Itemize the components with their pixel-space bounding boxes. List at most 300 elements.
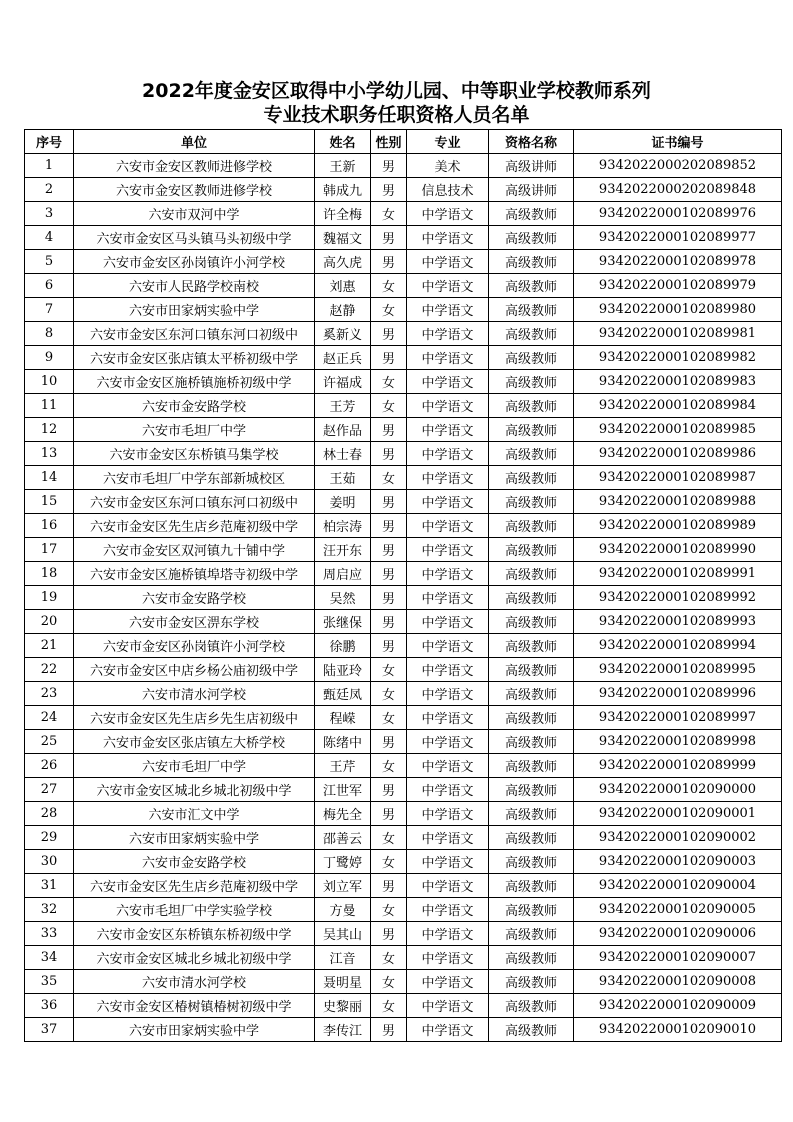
cell-unit: 六安市金安区张店镇左大桥学校 — [74, 730, 315, 754]
cell-index: 30 — [25, 850, 74, 874]
cell-major: 中学语文 — [407, 442, 489, 466]
cell-name: 汪开东 — [315, 538, 371, 562]
cell-index: 28 — [25, 802, 74, 826]
table-row — [25, 970, 782, 994]
cell-certificate-number: 9342022000202089848 — [574, 178, 782, 202]
cell-unit: 六安市清水河学校 — [74, 682, 315, 706]
header-certificate-number: 证书编号 — [574, 130, 782, 154]
cell-major: 中学语文 — [407, 682, 489, 706]
cell-unit: 六安市金安区先生店乡范庵初级中学 — [74, 874, 315, 898]
table-row — [25, 730, 782, 754]
cell-major: 中学语文 — [407, 346, 489, 370]
cell-name: 张继保 — [315, 610, 371, 634]
cell-certificate-number: 9342022000102089981 — [574, 322, 782, 346]
cell-unit: 六安市金安区孙岗镇许小河学校 — [74, 634, 315, 658]
table-row — [25, 226, 782, 250]
cell-index: 36 — [25, 994, 74, 1018]
cell-index: 34 — [25, 946, 74, 970]
cell-unit: 六安市田家炳实验中学 — [74, 826, 315, 850]
document-title-line1: 2022年度金安区取得中小学幼儿园、中等职业学校教师系列 — [142, 80, 651, 102]
cell-qualification: 高级教师 — [489, 586, 574, 610]
cell-qualification: 高级教师 — [489, 994, 574, 1018]
table-row — [25, 418, 782, 442]
table-row — [25, 370, 782, 394]
cell-certificate-number: 9342022000102090006 — [574, 922, 782, 946]
cell-index: 14 — [25, 466, 74, 490]
table-row — [25, 802, 782, 826]
cell-unit: 六安市金安区张店镇太平桥初级中学 — [74, 346, 315, 370]
table-row — [25, 466, 782, 490]
cell-major: 美术 — [407, 154, 489, 178]
cell-gender: 女 — [371, 682, 407, 706]
cell-certificate-number: 9342022000102089986 — [574, 442, 782, 466]
cell-name: 林士春 — [315, 442, 371, 466]
cell-index: 35 — [25, 970, 74, 994]
cell-qualification: 高级教师 — [489, 778, 574, 802]
cell-name: 江世军 — [315, 778, 371, 802]
cell-major: 中学语文 — [407, 730, 489, 754]
cell-qualification: 高级教师 — [489, 850, 574, 874]
cell-certificate-number: 9342022000102089999 — [574, 754, 782, 778]
cell-qualification: 高级教师 — [489, 250, 574, 274]
cell-gender: 男 — [371, 418, 407, 442]
cell-unit: 六安市人民路学校南校 — [74, 274, 315, 298]
cell-major: 中学语文 — [407, 970, 489, 994]
cell-qualification: 高级教师 — [489, 514, 574, 538]
table-row — [25, 754, 782, 778]
cell-major: 中学语文 — [407, 610, 489, 634]
cell-gender: 女 — [371, 370, 407, 394]
cell-certificate-number: 9342022000102089988 — [574, 490, 782, 514]
cell-gender: 男 — [371, 154, 407, 178]
cell-qualification: 高级教师 — [489, 874, 574, 898]
cell-certificate-number: 9342022000102089994 — [574, 634, 782, 658]
cell-major: 中学语文 — [407, 922, 489, 946]
cell-index: 1 — [25, 154, 74, 178]
cell-certificate-number: 9342022000102089991 — [574, 562, 782, 586]
cell-major: 中学语文 — [407, 562, 489, 586]
cell-certificate-number: 9342022000102090007 — [574, 946, 782, 970]
cell-index: 9 — [25, 346, 74, 370]
cell-name: 史黎丽 — [315, 994, 371, 1018]
cell-gender: 女 — [371, 274, 407, 298]
cell-major: 中学语文 — [407, 250, 489, 274]
cell-name: 方曼 — [315, 898, 371, 922]
cell-certificate-number: 9342022000102090003 — [574, 850, 782, 874]
cell-index: 13 — [25, 442, 74, 466]
cell-unit: 六安市毛坦厂中学 — [74, 418, 315, 442]
cell-certificate-number: 9342022000102090000 — [574, 778, 782, 802]
header-name: 姓名 — [315, 130, 371, 154]
cell-index: 24 — [25, 706, 74, 730]
cell-certificate-number: 9342022000102090008 — [574, 970, 782, 994]
cell-qualification: 高级教师 — [489, 418, 574, 442]
cell-major: 中学语文 — [407, 754, 489, 778]
table-row — [25, 658, 782, 682]
cell-qualification: 高级讲师 — [489, 154, 574, 178]
cell-gender: 男 — [371, 562, 407, 586]
cell-gender: 女 — [371, 754, 407, 778]
table-row — [25, 682, 782, 706]
cell-certificate-number: 9342022000102089987 — [574, 466, 782, 490]
table-row — [25, 634, 782, 658]
cell-certificate-number: 9342022000102090005 — [574, 898, 782, 922]
cell-major: 中学语文 — [407, 298, 489, 322]
cell-major: 中学语文 — [407, 322, 489, 346]
cell-index: 33 — [25, 922, 74, 946]
cell-major: 中学语文 — [407, 994, 489, 1018]
cell-major: 中学语文 — [407, 898, 489, 922]
cell-major: 中学语文 — [407, 202, 489, 226]
cell-certificate-number: 9342022000102090009 — [574, 994, 782, 1018]
cell-gender: 女 — [371, 202, 407, 226]
cell-gender: 男 — [371, 730, 407, 754]
table-row — [25, 154, 782, 178]
cell-qualification: 高级教师 — [489, 754, 574, 778]
cell-index: 21 — [25, 634, 74, 658]
cell-gender: 男 — [371, 442, 407, 466]
table-body — [25, 154, 782, 1042]
cell-name: 陈绪中 — [315, 730, 371, 754]
cell-certificate-number: 9342022000102089977 — [574, 226, 782, 250]
cell-qualification: 高级教师 — [489, 802, 574, 826]
cell-gender: 女 — [371, 994, 407, 1018]
cell-qualification: 高级教师 — [489, 226, 574, 250]
cell-qualification: 高级教师 — [489, 730, 574, 754]
cell-major: 中学语文 — [407, 538, 489, 562]
table-row — [25, 394, 782, 418]
cell-index: 6 — [25, 274, 74, 298]
cell-unit: 六安市金安区东河口镇东河口初级中 — [74, 322, 315, 346]
cell-name: 甄廷凤 — [315, 682, 371, 706]
cell-name: 刘立军 — [315, 874, 371, 898]
cell-index: 23 — [25, 682, 74, 706]
cell-certificate-number: 9342022000102090010 — [574, 1018, 782, 1042]
cell-certificate-number: 9342022000102089996 — [574, 682, 782, 706]
cell-qualification: 高级教师 — [489, 274, 574, 298]
cell-name: 赵正兵 — [315, 346, 371, 370]
cell-certificate-number: 9342022000102089989 — [574, 514, 782, 538]
cell-gender: 男 — [371, 514, 407, 538]
cell-unit: 六安市金安区教师进修学校 — [74, 178, 315, 202]
cell-major: 中学语文 — [407, 946, 489, 970]
cell-qualification: 高级教师 — [489, 490, 574, 514]
cell-qualification: 高级教师 — [489, 658, 574, 682]
cell-unit: 六安市金安路学校 — [74, 850, 315, 874]
cell-name: 许全梅 — [315, 202, 371, 226]
cell-name: 赵静 — [315, 298, 371, 322]
cell-gender: 男 — [371, 490, 407, 514]
cell-name: 李传江 — [315, 1018, 371, 1042]
cell-major: 中学语文 — [407, 850, 489, 874]
cell-name: 徐鹏 — [315, 634, 371, 658]
cell-name: 王芳 — [315, 394, 371, 418]
table-row — [25, 994, 782, 1018]
cell-gender: 男 — [371, 346, 407, 370]
cell-unit: 六安市金安区孙岗镇许小河学校 — [74, 250, 315, 274]
cell-major: 中学语文 — [407, 274, 489, 298]
cell-index: 32 — [25, 898, 74, 922]
cell-name: 丁鹭婷 — [315, 850, 371, 874]
cell-unit: 六安市双河中学 — [74, 202, 315, 226]
cell-certificate-number: 9342022000102089984 — [574, 394, 782, 418]
cell-certificate-number: 9342022000102090001 — [574, 802, 782, 826]
cell-unit: 六安市金安区椿树镇椿树初级中学 — [74, 994, 315, 1018]
personnel-table — [24, 129, 782, 1042]
cell-unit: 六安市金安区城北乡城北初级中学 — [74, 946, 315, 970]
cell-qualification: 高级教师 — [489, 322, 574, 346]
cell-index: 25 — [25, 730, 74, 754]
header-index: 序号 — [25, 130, 74, 154]
cell-name: 王新 — [315, 154, 371, 178]
table-row — [25, 298, 782, 322]
cell-name: 姜明 — [315, 490, 371, 514]
cell-qualification: 高级教师 — [489, 562, 574, 586]
cell-name: 魏福文 — [315, 226, 371, 250]
cell-qualification: 高级教师 — [489, 898, 574, 922]
table-row — [25, 778, 782, 802]
table-row — [25, 874, 782, 898]
cell-qualification: 高级教师 — [489, 442, 574, 466]
cell-unit: 六安市金安区东桥镇马集学校 — [74, 442, 315, 466]
table-row — [25, 322, 782, 346]
cell-name: 柏宗涛 — [315, 514, 371, 538]
cell-qualification: 高级讲师 — [489, 178, 574, 202]
cell-unit: 六安市汇文中学 — [74, 802, 315, 826]
cell-major: 中学语文 — [407, 370, 489, 394]
cell-qualification: 高级教师 — [489, 610, 574, 634]
cell-name: 许福成 — [315, 370, 371, 394]
table-row — [25, 1018, 782, 1042]
cell-gender: 男 — [371, 778, 407, 802]
cell-qualification: 高级教师 — [489, 346, 574, 370]
cell-certificate-number: 9342022000102090002 — [574, 826, 782, 850]
cell-gender: 男 — [371, 178, 407, 202]
cell-gender: 女 — [371, 826, 407, 850]
cell-certificate-number: 9342022000202089852 — [574, 154, 782, 178]
cell-index: 17 — [25, 538, 74, 562]
cell-name: 韩成九 — [315, 178, 371, 202]
cell-name: 奚新义 — [315, 322, 371, 346]
header-qualification: 资格名称 — [489, 130, 574, 154]
cell-unit: 六安市田家炳实验中学 — [74, 1018, 315, 1042]
table-row — [25, 514, 782, 538]
cell-qualification: 高级教师 — [489, 634, 574, 658]
cell-qualification: 高级教师 — [489, 538, 574, 562]
table-row — [25, 442, 782, 466]
cell-major: 中学语文 — [407, 418, 489, 442]
cell-index: 4 — [25, 226, 74, 250]
cell-unit: 六安市金安区中店乡杨公庙初级中学 — [74, 658, 315, 682]
cell-index: 18 — [25, 562, 74, 586]
cell-gender: 男 — [371, 322, 407, 346]
table-row — [25, 850, 782, 874]
cell-major: 中学语文 — [407, 658, 489, 682]
cell-certificate-number: 9342022000102089978 — [574, 250, 782, 274]
cell-qualification: 高级教师 — [489, 370, 574, 394]
cell-unit: 六安市金安区施桥镇埠塔寺初级中学 — [74, 562, 315, 586]
table-row — [25, 562, 782, 586]
cell-index: 19 — [25, 586, 74, 610]
cell-index: 22 — [25, 658, 74, 682]
table-row — [25, 490, 782, 514]
cell-index: 11 — [25, 394, 74, 418]
cell-qualification: 高级教师 — [489, 202, 574, 226]
cell-unit: 六安市金安区东河口镇东河口初级中 — [74, 490, 315, 514]
cell-major: 中学语文 — [407, 466, 489, 490]
cell-index: 29 — [25, 826, 74, 850]
header-gender: 性别 — [371, 130, 407, 154]
cell-name: 高久虎 — [315, 250, 371, 274]
cell-gender: 女 — [371, 706, 407, 730]
cell-unit: 六安市金安区施桥镇施桥初级中学 — [74, 370, 315, 394]
cell-index: 15 — [25, 490, 74, 514]
cell-name: 吴然 — [315, 586, 371, 610]
cell-index: 3 — [25, 202, 74, 226]
cell-major: 中学语文 — [407, 226, 489, 250]
cell-unit: 六安市金安区东桥镇东桥初级中学 — [74, 922, 315, 946]
cell-gender: 男 — [371, 874, 407, 898]
cell-qualification: 高级教师 — [489, 826, 574, 850]
cell-index: 16 — [25, 514, 74, 538]
cell-certificate-number: 9342022000102089976 — [574, 202, 782, 226]
cell-certificate-number: 9342022000102090004 — [574, 874, 782, 898]
cell-name: 吴其山 — [315, 922, 371, 946]
cell-unit: 六安市金安区双河镇九十铺中学 — [74, 538, 315, 562]
cell-name: 王茹 — [315, 466, 371, 490]
cell-unit: 六安市金安路学校 — [74, 394, 315, 418]
cell-major: 中学语文 — [407, 706, 489, 730]
cell-unit: 六安市金安区马头镇马头初级中学 — [74, 226, 315, 250]
cell-index: 27 — [25, 778, 74, 802]
cell-gender: 女 — [371, 394, 407, 418]
table-header-row — [25, 130, 782, 154]
cell-gender: 男 — [371, 250, 407, 274]
cell-unit: 六安市金安区先生店乡先生店初级中 — [74, 706, 315, 730]
cell-major: 中学语文 — [407, 874, 489, 898]
cell-certificate-number: 9342022000102089997 — [574, 706, 782, 730]
cell-name: 程嵘 — [315, 706, 371, 730]
cell-gender: 男 — [371, 634, 407, 658]
cell-unit: 六安市毛坦厂中学 — [74, 754, 315, 778]
table-row — [25, 946, 782, 970]
table-row — [25, 346, 782, 370]
cell-unit: 六安市清水河学校 — [74, 970, 315, 994]
cell-gender: 男 — [371, 586, 407, 610]
cell-qualification: 高级教师 — [489, 466, 574, 490]
cell-certificate-number: 9342022000102089995 — [574, 658, 782, 682]
cell-certificate-number: 9342022000102089982 — [574, 346, 782, 370]
cell-name: 周启应 — [315, 562, 371, 586]
cell-name: 江音 — [315, 946, 371, 970]
cell-major: 中学语文 — [407, 634, 489, 658]
cell-gender: 女 — [371, 298, 407, 322]
cell-gender: 女 — [371, 658, 407, 682]
document-title-line2: 专业技术职务任职资格人员名单 — [263, 104, 530, 126]
cell-major: 信息技术 — [407, 178, 489, 202]
header-unit: 单位 — [74, 130, 315, 154]
cell-certificate-number: 9342022000102089992 — [574, 586, 782, 610]
cell-qualification: 高级教师 — [489, 706, 574, 730]
cell-index: 26 — [25, 754, 74, 778]
cell-major: 中学语文 — [407, 826, 489, 850]
cell-name: 陆亚玲 — [315, 658, 371, 682]
cell-unit: 六安市金安区城北乡城北初级中学 — [74, 778, 315, 802]
cell-index: 7 — [25, 298, 74, 322]
cell-gender: 男 — [371, 802, 407, 826]
cell-index: 10 — [25, 370, 74, 394]
cell-qualification: 高级教师 — [489, 682, 574, 706]
cell-certificate-number: 9342022000102089979 — [574, 274, 782, 298]
cell-certificate-number: 9342022000102089983 — [574, 370, 782, 394]
table-row — [25, 898, 782, 922]
table-row — [25, 202, 782, 226]
cell-gender: 女 — [371, 970, 407, 994]
cell-certificate-number: 9342022000102089993 — [574, 610, 782, 634]
cell-name: 刘惠 — [315, 274, 371, 298]
table-row — [25, 826, 782, 850]
cell-major: 中学语文 — [407, 1018, 489, 1042]
cell-certificate-number: 9342022000102089998 — [574, 730, 782, 754]
cell-major: 中学语文 — [407, 490, 489, 514]
cell-gender: 女 — [371, 946, 407, 970]
cell-index: 12 — [25, 418, 74, 442]
cell-name: 邵善云 — [315, 826, 371, 850]
cell-qualification: 高级教师 — [489, 298, 574, 322]
cell-name: 王芹 — [315, 754, 371, 778]
cell-unit: 六安市毛坦厂中学实验学校 — [74, 898, 315, 922]
cell-index: 37 — [25, 1018, 74, 1042]
cell-major: 中学语文 — [407, 802, 489, 826]
header-major: 专业 — [407, 130, 489, 154]
cell-certificate-number: 9342022000102089990 — [574, 538, 782, 562]
cell-index: 8 — [25, 322, 74, 346]
cell-index: 20 — [25, 610, 74, 634]
cell-major: 中学语文 — [407, 394, 489, 418]
cell-gender: 男 — [371, 226, 407, 250]
cell-gender: 女 — [371, 466, 407, 490]
cell-qualification: 高级教师 — [489, 970, 574, 994]
cell-qualification: 高级教师 — [489, 1018, 574, 1042]
cell-index: 5 — [25, 250, 74, 274]
cell-index: 31 — [25, 874, 74, 898]
cell-gender: 男 — [371, 538, 407, 562]
table-row — [25, 922, 782, 946]
cell-gender: 男 — [371, 610, 407, 634]
cell-certificate-number: 9342022000102089985 — [574, 418, 782, 442]
cell-major: 中学语文 — [407, 586, 489, 610]
cell-unit: 六安市金安区淠东学校 — [74, 610, 315, 634]
table-row — [25, 586, 782, 610]
cell-major: 中学语文 — [407, 778, 489, 802]
cell-index: 2 — [25, 178, 74, 202]
cell-name: 聂明星 — [315, 970, 371, 994]
cell-unit: 六安市田家炳实验中学 — [74, 298, 315, 322]
cell-unit: 六安市金安路学校 — [74, 586, 315, 610]
cell-qualification: 高级教师 — [489, 922, 574, 946]
table-row — [25, 274, 782, 298]
cell-major: 中学语文 — [407, 514, 489, 538]
cell-qualification: 高级教师 — [489, 394, 574, 418]
table-row — [25, 538, 782, 562]
table-row — [25, 610, 782, 634]
table-row — [25, 250, 782, 274]
cell-gender: 男 — [371, 1018, 407, 1042]
cell-name: 赵作品 — [315, 418, 371, 442]
cell-gender: 男 — [371, 922, 407, 946]
cell-gender: 女 — [371, 850, 407, 874]
table-row — [25, 706, 782, 730]
